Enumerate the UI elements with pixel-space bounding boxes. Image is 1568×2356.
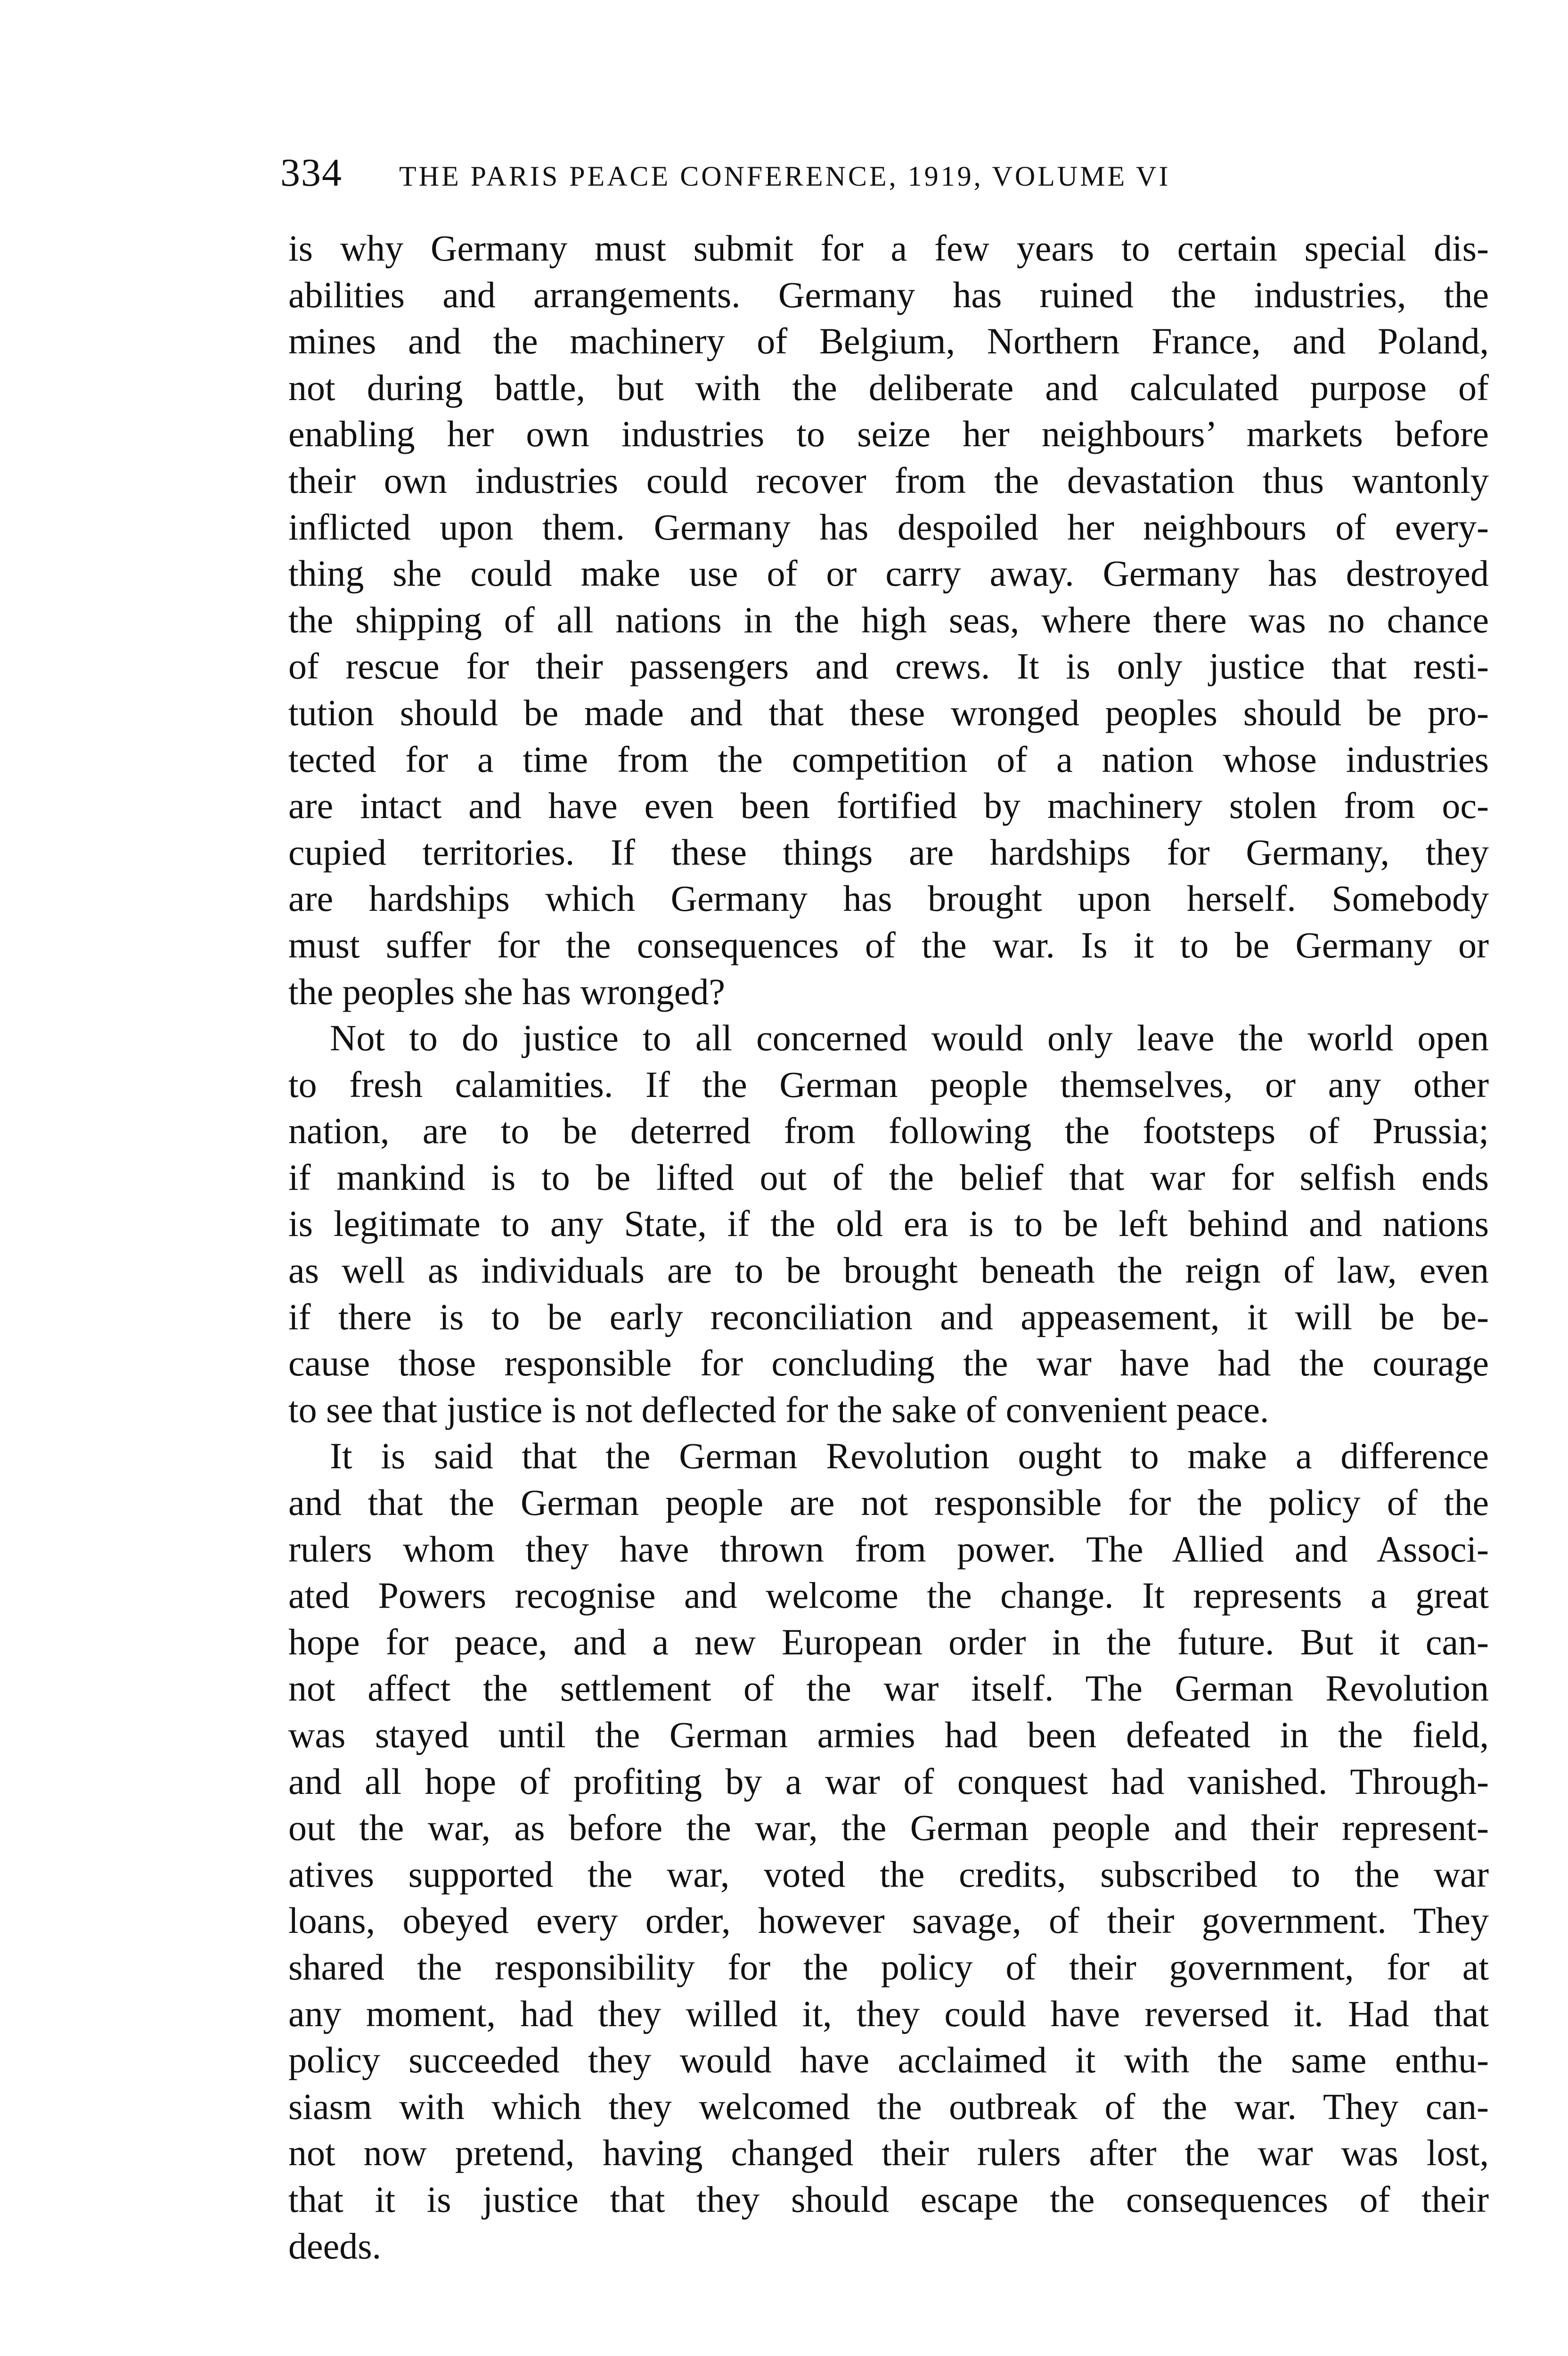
- text-line: inflicted upon them. Germany has despoiled her neighbours of every-: [288, 506, 1489, 548]
- text-line: are intact and have even been fortified by machinery stolen from oc-: [288, 785, 1489, 826]
- text-line: and that the German people are not responsible for the policy of the: [288, 1482, 1489, 1523]
- text-line: abilities and arrangements. Germany has ruined the industries, the: [288, 274, 1489, 315]
- text-line: policy succeeded they would have acclaimed it with the same enthu-: [288, 2039, 1489, 2081]
- text-line: that it is justice that they should escape the consequences of their: [288, 2178, 1489, 2220]
- text-line: mines and the machinery of Belgium, Northern France, and Poland,: [288, 320, 1489, 362]
- text-line: out the war, as before the war, the German people and their represent-: [288, 1807, 1489, 1849]
- text-line: nation, are to be deterred from following the footsteps of Prussia;: [288, 1110, 1489, 1152]
- text-line: enabling her own industries to seize her neighbours’ markets before: [288, 413, 1489, 455]
- text-line: is legitimate to any State, if the old era is to be left behind and nations: [288, 1203, 1489, 1244]
- text-line: the shipping of all nations in the high seas, where there was no chance: [288, 599, 1489, 640]
- paragraph-first-line: Not to do justice to all concerned would only leave the world open: [330, 1017, 1489, 1059]
- running-head: [280, 150, 1517, 202]
- text-line: was stayed until the German armies had been defeated in the field,: [288, 1714, 1489, 1755]
- paragraph-end-line: deeds.: [288, 2225, 382, 2266]
- text-line: tution should be made and that these wronged peoples should be pro-: [288, 692, 1489, 733]
- text-line: to fresh calamities. If the German people themselves, or any other: [288, 1063, 1489, 1105]
- text-line: hope for peace, and a new European order in the future. But it can-: [288, 1621, 1489, 1662]
- text-line: atives supported the war, voted the credits, subscribed to the war: [288, 1853, 1489, 1895]
- text-line: cupied territories. If these things are hardships for Germany, they: [288, 831, 1489, 873]
- paragraph-end-line: the peoples she has wronged?: [288, 971, 726, 1012]
- text-line: not now pretend, having changed their rulers after the war was lost,: [288, 2132, 1489, 2174]
- text-line: cause those responsible for concluding the war have had the courage: [288, 1342, 1489, 1384]
- text-line: if there is to be early reconciliation and appeasement, it will be be-: [288, 1296, 1489, 1337]
- text-line: of rescue for their passengers and crews. It is only justice that resti-: [288, 646, 1489, 687]
- text-line: ated Powers recognise and welcome the change. It represents a great: [288, 1575, 1489, 1616]
- body-text: [288, 225, 1489, 2269]
- text-line: must suffer for the consequences of the war. Is it to be Germany or: [288, 924, 1489, 965]
- text-line: if mankind is to be lifted out of the belief that war for selfish ends: [288, 1156, 1489, 1198]
- text-line: rulers whom they have thrown from power. The Allied and Associ-: [288, 1528, 1489, 1570]
- running-title: THE PARIS PEACE CONFERENCE, 1919, VOLUME VI: [399, 161, 1171, 192]
- page-number: 334: [280, 151, 343, 195]
- text-line: their own industries could recover from the devastation thus wantonly: [288, 459, 1489, 501]
- text-line: not affect the settlement of the war itself. The German Revolution: [288, 1668, 1489, 1709]
- text-line: as well as individuals are to be brought beneath the reign of law, even: [288, 1250, 1489, 1291]
- text-line: tected for a time from the competition of a nation whose industries: [288, 738, 1489, 780]
- text-line: loans, obeyed every order, however savage, of their government. They: [288, 1900, 1489, 1941]
- text-line: is why Germany must submit for a few years to certain special dis-: [288, 228, 1489, 269]
- text-line: siasm with which they welcomed the outbreak of the war. They can-: [288, 2086, 1489, 2127]
- text-line: are hardships which Germany has brought upon herself. Somebody: [288, 878, 1489, 919]
- text-line: any moment, had they willed it, they could have reversed it. Had that: [288, 1993, 1489, 2034]
- paragraph-first-line: It is said that the German Revolution ought to make a difference: [330, 1435, 1489, 1477]
- text-line: and all hope of profiting by a war of conquest had vanished. Through-: [288, 1760, 1489, 1802]
- text-line: not during battle, but with the deliberate and calculated purpose of: [288, 367, 1489, 408]
- paragraph-end-line: to see that justice is not deflected for the sake of convenient peace.: [288, 1389, 1269, 1430]
- text-line: shared the responsibility for the policy of their government, for at: [288, 1946, 1489, 1988]
- text-line: thing she could make use of or carry away. Germany has destroyed: [288, 553, 1489, 594]
